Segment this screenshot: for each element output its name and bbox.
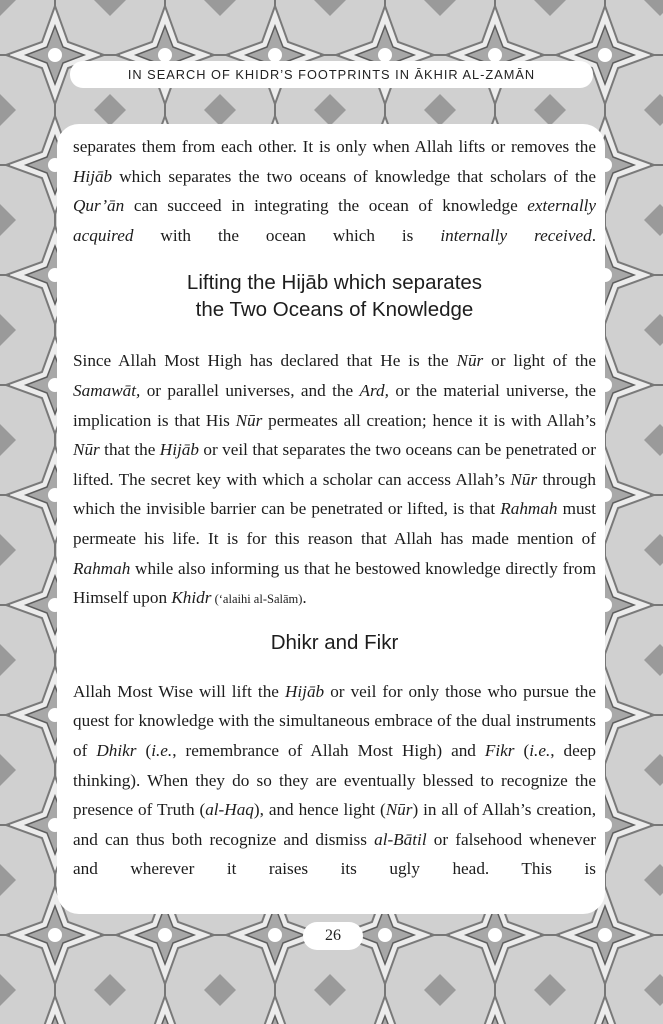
paragraph-3-text: or veil for only those who pursue the quest for knowledge with the simultaneous embrace of the dual instruments of xyxy=(73,681,596,760)
paragraph-2-italic: Rahmah xyxy=(500,499,558,519)
paragraph-3-text: , remembrance of Allah Most High) and xyxy=(172,740,485,760)
paragraph-1-text: which separates the two oceans of knowledge that scholars of the xyxy=(112,166,596,186)
paragraph-3-text: ), and hence light ( xyxy=(253,800,386,820)
paragraph-3-italic: Fikr xyxy=(484,740,515,760)
paragraph-2-italic: Hijāb xyxy=(159,440,199,460)
paragraph-2-italic: Rahmah xyxy=(73,558,131,578)
paragraph-2-italic: Samawāt, xyxy=(73,380,141,400)
paragraph-3-italic: Nūr xyxy=(385,800,413,820)
paragraph-3-text: ( xyxy=(136,740,152,760)
section-heading-line: Dhikr and Fikr xyxy=(270,630,399,654)
section-heading-line: the Two Oceans of Knowledge xyxy=(195,298,474,322)
paragraph-1-italic: internally received xyxy=(440,225,592,245)
paragraph-2-text: or the material universe, the implication is that His xyxy=(73,380,597,430)
paragraph-2 xyxy=(73,346,596,614)
paragraph-2-text: that the xyxy=(99,440,160,460)
paragraph-3-italic: i.e. xyxy=(529,740,551,760)
paragraph-3-text: or falsehood whenever and wherever it raises its ugly head. This is xyxy=(73,829,596,879)
paragraph-2-text: through which the invisible barrier can be penetrated or lifted, is that xyxy=(73,469,596,519)
paragraph-3-text: ) in all of Allah’s creation, and can thus both recognize and dismiss xyxy=(73,800,596,849)
paragraph-3-italic: Dhikr xyxy=(96,740,137,760)
paragraph-3-italic: Hijāb xyxy=(284,681,325,701)
paragraph-2-italic: Ard, xyxy=(359,380,389,400)
paragraph-3-text: , deep thinking). When they do so they are eventually blessed to recognize the presence of Truth ( xyxy=(73,740,597,820)
paragraph-2-italic: Khidr xyxy=(171,588,212,608)
paragraph-2-text: . xyxy=(302,588,307,608)
paragraph-1 xyxy=(73,132,596,250)
paragraph-1-text: can succeed in integrating the ocean of knowledge xyxy=(124,196,528,216)
paragraph-1-italic: Qur’ān xyxy=(73,196,125,216)
paragraph-2-text: while also informing us that he bestowed knowledge directly from Himself upon xyxy=(73,558,596,608)
paragraph-1-italic: Hijāb xyxy=(73,166,113,186)
page-number xyxy=(303,922,363,950)
paragraph-1-text: separates them from each other. It is only when Allah lifts or removes the xyxy=(73,137,596,156)
paragraph-3-text: ( xyxy=(514,740,530,760)
paragraph-2-italic: Nūr xyxy=(456,351,484,371)
salutation-small-text: (‘alaihi al-Salām) xyxy=(211,592,303,607)
paragraph-3-text: Allah Most Wise will lift the xyxy=(73,681,285,701)
paragraph-2-italic: Nūr xyxy=(235,410,263,430)
paragraph-3-italic: i.e. xyxy=(151,740,173,760)
running-header-title: IN SEARCH OF KHIDR’S FOOTPRINTS IN ĀKHIR AL-ZAMĀN xyxy=(127,67,536,82)
section-heading-lifting-hijab xyxy=(73,269,596,323)
running-header xyxy=(70,61,593,88)
page-number-text: 26 xyxy=(325,927,341,944)
paragraph-2-italic: Nūr xyxy=(510,469,538,489)
paragraph-2-text: or parallel universes, and the xyxy=(140,380,360,400)
section-heading-dhikr-fikr xyxy=(73,629,596,656)
section-heading-line: Lifting the Hijāb which separates xyxy=(186,271,483,295)
paragraph-3 xyxy=(73,677,596,884)
paragraph-1-text: . xyxy=(591,225,596,245)
paragraph-2-text: must permeate his life. It is for this reason that Allah has made mention of xyxy=(73,499,596,548)
paragraph-1-italic: externally acquired xyxy=(73,196,596,245)
paragraph-2-text: Since Allah Most High has declared that He is the xyxy=(73,351,457,371)
paragraph-2-text: or light of the xyxy=(483,351,596,371)
paragraph-2-text: permeates all creation; hence it is with Allah’s xyxy=(262,410,596,430)
paragraph-3-italic: al-Bātil xyxy=(374,829,427,849)
paragraph-3-italic: al-Haq xyxy=(205,800,254,820)
page-content xyxy=(57,124,605,914)
paragraph-2-text: or veil that separates the two oceans can be penetrated or lifted. The secret key with which a scholar can access Allah’s xyxy=(73,440,596,489)
paragraph-1-text: with the ocean which is xyxy=(133,225,441,245)
paragraph-2-italic: Nūr xyxy=(73,440,100,460)
